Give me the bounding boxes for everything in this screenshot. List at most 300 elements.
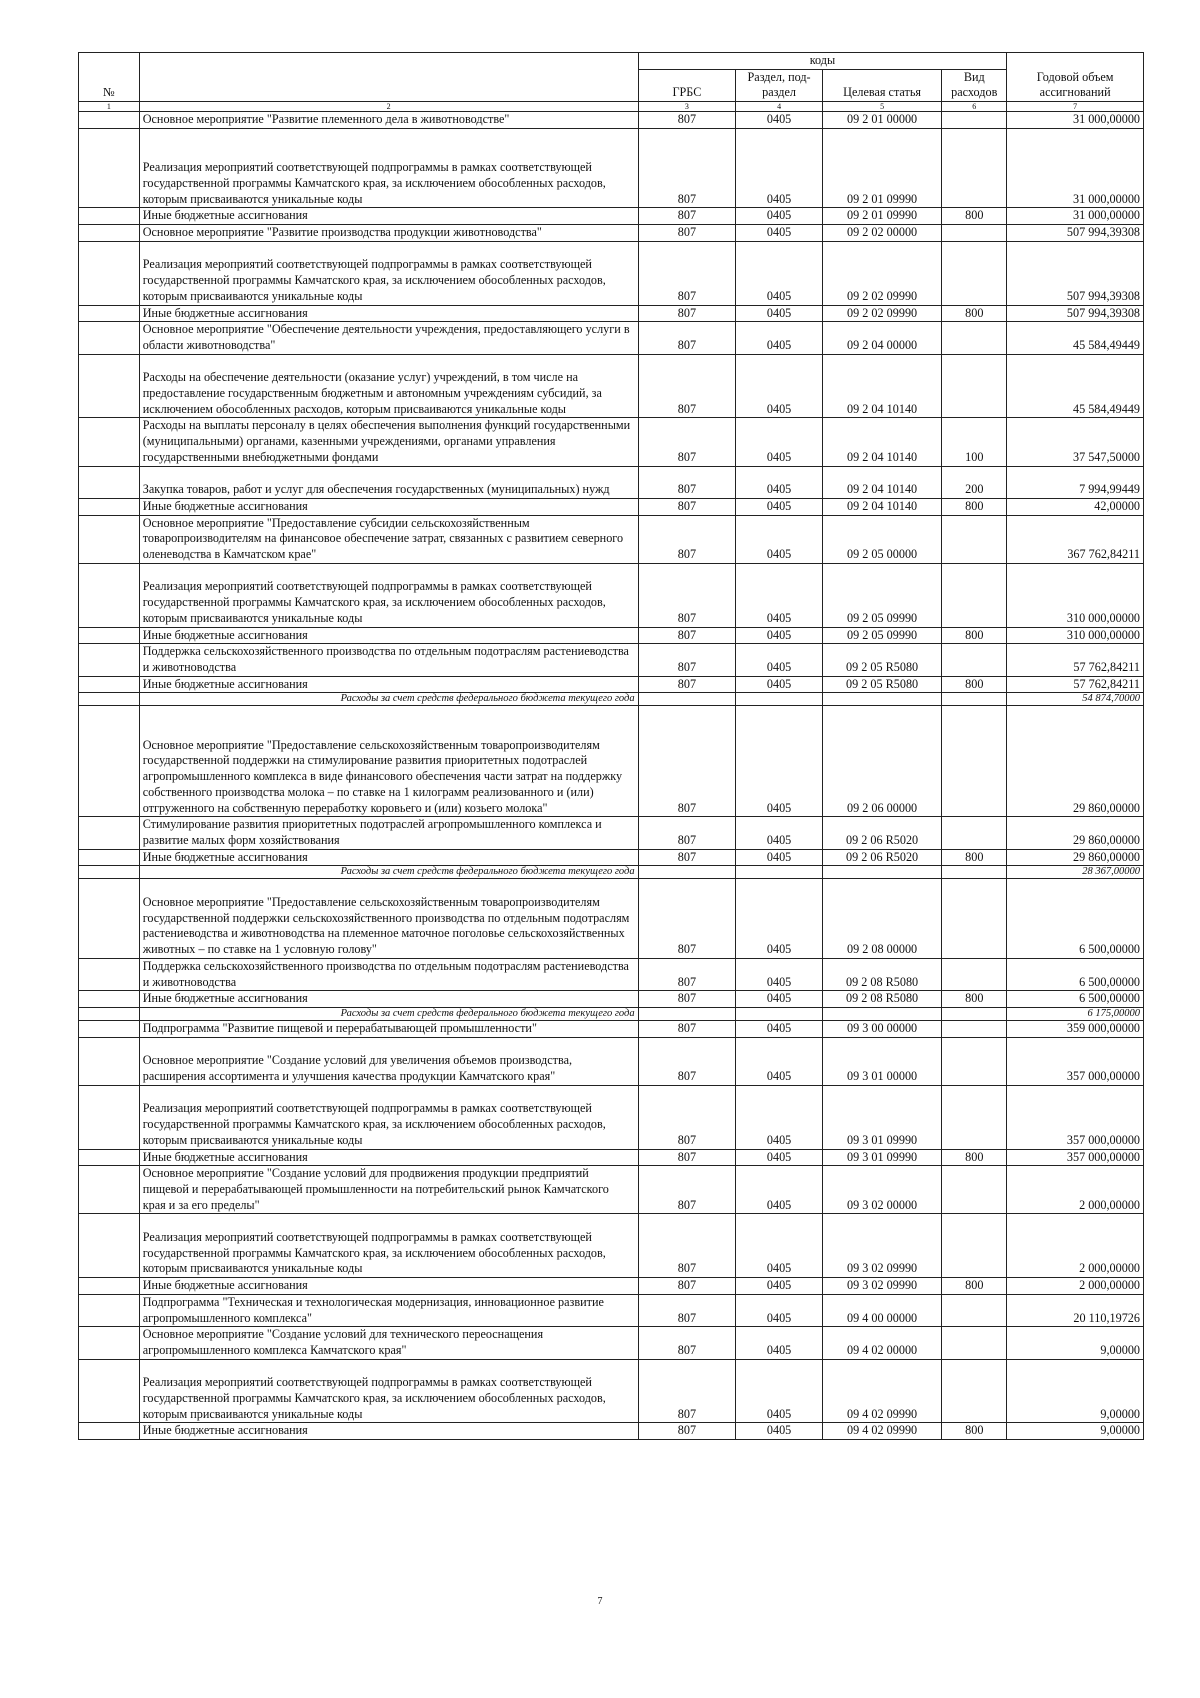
row-description: Реализация мероприятий соответствующей подпрограммы в рамках соответствующей государственной программы Камчатского края, за исключением обособленных расходов, которым присваиваются уникальные коды xyxy=(139,1214,638,1278)
row-num-cell xyxy=(79,498,140,515)
section-cell: 0405 xyxy=(736,418,823,466)
table-row xyxy=(79,644,1144,676)
table-row xyxy=(79,676,1144,693)
amount-cell: 507 994,39308 xyxy=(1007,305,1144,322)
target-cell: 09 2 08 R5080 xyxy=(822,991,941,1008)
section-cell xyxy=(736,693,823,706)
row-description: Основное мероприятие "Развитие производства продукции животноводства" xyxy=(139,225,638,242)
amount-cell: 7 994,99449 xyxy=(1007,466,1144,498)
target-cell: 09 2 05 R5080 xyxy=(822,676,941,693)
row-num-cell xyxy=(79,644,140,676)
row-description: Основное мероприятие "Обеспечение деятельности учреждения, предоставляющего услуги в области животноводства" xyxy=(139,322,638,354)
grbs-cell: 807 xyxy=(638,1278,736,1295)
section-cell: 0405 xyxy=(736,849,823,866)
grbs-cell: 807 xyxy=(638,1359,736,1423)
target-cell: 09 3 02 09990 xyxy=(822,1214,941,1278)
grbs-cell xyxy=(638,1007,736,1020)
row-num-cell xyxy=(79,817,140,849)
grbs-cell: 807 xyxy=(638,112,736,129)
target-cell: 09 2 01 09990 xyxy=(822,208,941,225)
target-cell: 09 2 02 09990 xyxy=(822,305,941,322)
col-header-grbs: ГРБС xyxy=(638,69,736,101)
table-row xyxy=(79,1278,1144,1295)
section-cell: 0405 xyxy=(736,958,823,990)
row-num-cell xyxy=(79,1085,140,1149)
target-cell: 09 4 00 00000 xyxy=(822,1294,941,1326)
row-description: Иные бюджетные ассигнования xyxy=(139,991,638,1008)
section-cell: 0405 xyxy=(736,1149,823,1166)
page-number: 7 xyxy=(597,1596,603,1607)
target-cell: 09 2 05 00000 xyxy=(822,515,941,563)
amount-cell: 45 584,49449 xyxy=(1007,322,1144,354)
row-num-cell xyxy=(79,322,140,354)
target-cell: 09 2 04 10140 xyxy=(822,466,941,498)
section-cell: 0405 xyxy=(736,1327,823,1359)
section-cell: 0405 xyxy=(736,112,823,129)
row-num-cell xyxy=(79,1020,140,1037)
row-description: Расходы на обеспечение деятельности (оказание услуг) учреждений, в том числе на предоставление государственным бюджетным и автономным учреждениям субсидий, за исключением обособленных расходов, которым присваиваются уникальные коды xyxy=(139,354,638,418)
row-description: Иные бюджетные ассигнования xyxy=(139,627,638,644)
amount-cell: 9,00000 xyxy=(1007,1423,1144,1440)
section-cell: 0405 xyxy=(736,627,823,644)
amount-cell: 20 110,19726 xyxy=(1007,1294,1144,1326)
expense-type-cell xyxy=(942,1214,1007,1278)
section-cell xyxy=(736,866,823,879)
table-row xyxy=(79,1423,1144,1440)
target-cell: 09 4 02 09990 xyxy=(822,1423,941,1440)
row-num-cell xyxy=(79,225,140,242)
table-row xyxy=(79,879,1144,959)
expense-type-cell xyxy=(942,1359,1007,1423)
col-header-num: № xyxy=(79,53,140,102)
row-num-cell xyxy=(79,208,140,225)
expense-type-cell xyxy=(942,866,1007,879)
amount-cell: 6 175,00000 xyxy=(1007,1007,1144,1020)
grbs-cell xyxy=(638,693,736,706)
amount-cell: 6 500,00000 xyxy=(1007,879,1144,959)
grbs-cell: 807 xyxy=(638,128,736,208)
row-description: Расходы за счет средств федерального бюджета текущего года xyxy=(139,1007,638,1020)
expense-type-cell xyxy=(942,879,1007,959)
col-number: 7 xyxy=(1007,102,1144,112)
expense-type-cell xyxy=(942,1020,1007,1037)
target-cell: 09 2 08 R5080 xyxy=(822,958,941,990)
row-description: Расходы за счет средств федерального бюджета текущего года xyxy=(139,693,638,706)
grbs-cell: 807 xyxy=(638,563,736,627)
expense-type-cell xyxy=(942,128,1007,208)
table-row xyxy=(79,1085,1144,1149)
expense-type-cell xyxy=(942,706,1007,817)
grbs-cell: 807 xyxy=(638,498,736,515)
expense-type-cell: 800 xyxy=(942,305,1007,322)
amount-cell: 6 500,00000 xyxy=(1007,991,1144,1008)
amount-cell: 28 367,00000 xyxy=(1007,866,1144,879)
grbs-cell: 807 xyxy=(638,225,736,242)
section-cell: 0405 xyxy=(736,1085,823,1149)
grbs-cell: 807 xyxy=(638,1020,736,1037)
table-row xyxy=(79,1214,1144,1278)
row-description: Основное мероприятие "Предоставление сельскохозяйственным товаропроизводителям государственной поддержки сельскохозяйственного производства по отдельным подотраслям растениеводства и животноводства на племенное маточное поголовье сельскохозяйственных животных – по ставке на 1 условную голову" xyxy=(139,879,638,959)
row-num-cell xyxy=(79,627,140,644)
target-cell: 09 2 01 09990 xyxy=(822,128,941,208)
row-description: Основное мероприятие "Предоставление субсидии сельскохозяйственным товаропроизводителям на финансовое обеспечение затрат, связанных с развитием северного оленеводства в Камчатском крае" xyxy=(139,515,638,563)
grbs-cell: 807 xyxy=(638,644,736,676)
amount-cell: 9,00000 xyxy=(1007,1359,1144,1423)
amount-cell: 310 000,00000 xyxy=(1007,563,1144,627)
table-row xyxy=(79,305,1144,322)
grbs-cell: 807 xyxy=(638,817,736,849)
target-cell: 09 2 04 10140 xyxy=(822,418,941,466)
amount-cell: 57 762,84211 xyxy=(1007,676,1144,693)
grbs-cell: 807 xyxy=(638,1423,736,1440)
expense-type-cell: 800 xyxy=(942,991,1007,1008)
table-row xyxy=(79,466,1144,498)
col-number: 6 xyxy=(942,102,1007,112)
table-row xyxy=(79,958,1144,990)
expense-type-cell xyxy=(942,322,1007,354)
expense-type-cell xyxy=(942,1007,1007,1020)
grbs-cell: 807 xyxy=(638,466,736,498)
grbs-cell: 807 xyxy=(638,1294,736,1326)
table-row xyxy=(79,817,1144,849)
row-num-cell xyxy=(79,418,140,466)
expense-type-cell: 800 xyxy=(942,1423,1007,1440)
amount-cell: 45 584,49449 xyxy=(1007,354,1144,418)
col-header-section: Раздел, под-раздел xyxy=(736,69,823,101)
section-cell: 0405 xyxy=(736,322,823,354)
amount-cell: 367 762,84211 xyxy=(1007,515,1144,563)
row-num-cell xyxy=(79,466,140,498)
target-cell: 09 4 02 09990 xyxy=(822,1359,941,1423)
table-row xyxy=(79,1037,1144,1085)
row-num-cell xyxy=(79,866,140,879)
row-description: Основное мероприятие "Создание условий для продвижения продукции предприятий пищевой и перерабатывающей промышленности на потребительский рынок Камчатского края и за его пределы" xyxy=(139,1166,638,1214)
expense-type-cell: 800 xyxy=(942,1149,1007,1166)
expense-type-cell: 800 xyxy=(942,208,1007,225)
section-cell: 0405 xyxy=(736,354,823,418)
expense-type-cell xyxy=(942,563,1007,627)
row-num-cell xyxy=(79,1214,140,1278)
federal-funds-row xyxy=(79,693,1144,706)
table-row xyxy=(79,1359,1144,1423)
grbs-cell: 807 xyxy=(638,706,736,817)
grbs-cell xyxy=(638,866,736,879)
table-row xyxy=(79,498,1144,515)
row-num-cell xyxy=(79,563,140,627)
row-num-cell xyxy=(79,676,140,693)
row-num-cell xyxy=(79,693,140,706)
expense-type-cell: 800 xyxy=(942,627,1007,644)
grbs-cell: 807 xyxy=(638,1037,736,1085)
table-row xyxy=(79,1294,1144,1326)
row-num-cell xyxy=(79,128,140,208)
table-row xyxy=(79,322,1144,354)
amount-cell: 2 000,00000 xyxy=(1007,1214,1144,1278)
amount-cell: 357 000,00000 xyxy=(1007,1149,1144,1166)
amount-cell: 31 000,00000 xyxy=(1007,128,1144,208)
col-number: 1 xyxy=(79,102,140,112)
amount-cell: 31 000,00000 xyxy=(1007,112,1144,129)
expense-type-cell xyxy=(942,644,1007,676)
target-cell: 09 3 01 09990 xyxy=(822,1085,941,1149)
amount-cell: 6 500,00000 xyxy=(1007,958,1144,990)
target-cell: 09 2 02 09990 xyxy=(822,241,941,305)
section-cell: 0405 xyxy=(736,563,823,627)
section-cell: 0405 xyxy=(736,706,823,817)
expense-type-cell xyxy=(942,1085,1007,1149)
row-description: Основное мероприятие "Создание условий для технического переоснащения агропромышленного комплекса Камчатского края" xyxy=(139,1327,638,1359)
row-num-cell xyxy=(79,991,140,1008)
section-cell: 0405 xyxy=(736,817,823,849)
row-description: Основное мероприятие "Предоставление сельскохозяйственным товаропроизводителям государственной поддержки на стимулирование развития приоритетных подотраслей агропромышленного комплекса в виде финансового обеспечения части затрат на поддержку собственного производства молока – по ставке на 1 килограмм реализованного и (или) отгруженного на собственную переработку коровьего и (или) козьего молока" xyxy=(139,706,638,817)
row-num-cell xyxy=(79,305,140,322)
col-number: 3 xyxy=(638,102,736,112)
row-description: Закупка товаров, работ и услуг для обеспечения государственных (муниципальных) нужд xyxy=(139,466,638,498)
federal-funds-row xyxy=(79,866,1144,879)
row-num-cell xyxy=(79,1166,140,1214)
amount-cell: 57 762,84211 xyxy=(1007,644,1144,676)
grbs-cell: 807 xyxy=(638,418,736,466)
amount-cell: 37 547,50000 xyxy=(1007,418,1144,466)
amount-cell: 29 860,00000 xyxy=(1007,817,1144,849)
row-description: Иные бюджетные ассигнования xyxy=(139,498,638,515)
expense-type-cell xyxy=(942,817,1007,849)
target-cell: 09 2 05 09990 xyxy=(822,627,941,644)
row-num-cell xyxy=(79,1149,140,1166)
section-cell: 0405 xyxy=(736,676,823,693)
row-description: Реализация мероприятий соответствующей подпрограммы в рамках соответствующей государственной программы Камчатского края, за исключением обособленных расходов, которым присваиваются уникальные коды xyxy=(139,241,638,305)
target-cell: 09 2 04 10140 xyxy=(822,498,941,515)
row-num-cell xyxy=(79,1294,140,1326)
row-num-cell xyxy=(79,1423,140,1440)
target-cell: 09 3 01 09990 xyxy=(822,1149,941,1166)
grbs-cell: 807 xyxy=(638,1085,736,1149)
expense-type-cell xyxy=(942,693,1007,706)
section-cell: 0405 xyxy=(736,515,823,563)
section-cell: 0405 xyxy=(736,644,823,676)
budget-table xyxy=(78,52,1144,1440)
expense-type-cell: 800 xyxy=(942,498,1007,515)
section-cell: 0405 xyxy=(736,1294,823,1326)
target-cell: 09 4 02 00000 xyxy=(822,1327,941,1359)
target-cell: 09 2 01 00000 xyxy=(822,112,941,129)
table-row xyxy=(79,515,1144,563)
target-cell xyxy=(822,866,941,879)
amount-cell: 2 000,00000 xyxy=(1007,1166,1144,1214)
grbs-cell: 807 xyxy=(638,627,736,644)
grbs-cell: 807 xyxy=(638,1327,736,1359)
expense-type-cell: 800 xyxy=(942,849,1007,866)
grbs-cell: 807 xyxy=(638,354,736,418)
section-cell: 0405 xyxy=(736,1423,823,1440)
row-description: Реализация мероприятий соответствующей подпрограммы в рамках соответствующей государственной программы Камчатского края, за исключением обособленных расходов, которым присваиваются уникальные коды xyxy=(139,563,638,627)
grbs-cell: 807 xyxy=(638,991,736,1008)
table-row xyxy=(79,354,1144,418)
target-cell: 09 2 05 09990 xyxy=(822,563,941,627)
row-description: Основное мероприятие "Создание условий для увеличения объемов производства, расширения ассортимента и улучшения качества продукции Камчатского края" xyxy=(139,1037,638,1085)
table-row xyxy=(79,1327,1144,1359)
row-num-cell xyxy=(79,241,140,305)
amount-cell: 42,00000 xyxy=(1007,498,1144,515)
col-number: 4 xyxy=(736,102,823,112)
amount-cell: 29 860,00000 xyxy=(1007,849,1144,866)
row-description: Иные бюджетные ассигнования xyxy=(139,305,638,322)
federal-funds-row xyxy=(79,1007,1144,1020)
grbs-cell: 807 xyxy=(638,1166,736,1214)
table-row xyxy=(79,208,1144,225)
section-cell: 0405 xyxy=(736,128,823,208)
row-description: Стимулирование развития приоритетных подотраслей агропромышленного комплекса и развитие малых форм хозяйствования xyxy=(139,817,638,849)
amount-cell: 310 000,00000 xyxy=(1007,627,1144,644)
amount-cell: 507 994,39308 xyxy=(1007,241,1144,305)
table-row xyxy=(79,225,1144,242)
expense-type-cell xyxy=(942,515,1007,563)
amount-cell: 359 000,00000 xyxy=(1007,1020,1144,1037)
target-cell: 09 3 01 00000 xyxy=(822,1037,941,1085)
section-cell xyxy=(736,1007,823,1020)
target-cell: 09 2 05 R5080 xyxy=(822,644,941,676)
grbs-cell: 807 xyxy=(638,208,736,225)
target-cell: 09 2 04 10140 xyxy=(822,354,941,418)
grbs-cell: 807 xyxy=(638,849,736,866)
col-header-expense-type: Вид расходов xyxy=(942,69,1007,101)
table-row xyxy=(79,706,1144,817)
row-num-cell xyxy=(79,1007,140,1020)
document-page xyxy=(78,52,1144,1440)
amount-cell: 54 874,70000 xyxy=(1007,693,1144,706)
row-num-cell xyxy=(79,1037,140,1085)
section-cell: 0405 xyxy=(736,1166,823,1214)
amount-cell: 357 000,00000 xyxy=(1007,1037,1144,1085)
table-row xyxy=(79,1149,1144,1166)
expense-type-cell xyxy=(942,1037,1007,1085)
amount-cell: 31 000,00000 xyxy=(1007,208,1144,225)
section-cell: 0405 xyxy=(736,498,823,515)
row-description: Реализация мероприятий соответствующей подпрограммы в рамках соответствующей государственной программы Камчатского края, за исключением обособленных расходов, которым присваиваются уникальные коды xyxy=(139,1359,638,1423)
col-header-name xyxy=(139,53,638,102)
row-description: Поддержка сельскохозяйственного производства по отдельным подотраслям растениеводства и животноводства xyxy=(139,958,638,990)
amount-cell: 2 000,00000 xyxy=(1007,1278,1144,1295)
row-num-cell xyxy=(79,879,140,959)
row-description: Иные бюджетные ассигнования xyxy=(139,1149,638,1166)
table-row xyxy=(79,849,1144,866)
target-cell: 09 3 02 00000 xyxy=(822,1166,941,1214)
grbs-cell: 807 xyxy=(638,305,736,322)
row-description: Иные бюджетные ассигнования xyxy=(139,676,638,693)
row-description: Иные бюджетные ассигнования xyxy=(139,208,638,225)
expense-type-cell xyxy=(942,112,1007,129)
row-num-cell xyxy=(79,354,140,418)
grbs-cell: 807 xyxy=(638,1214,736,1278)
section-cell: 0405 xyxy=(736,241,823,305)
target-cell xyxy=(822,693,941,706)
table-row xyxy=(79,241,1144,305)
row-num-cell xyxy=(79,1327,140,1359)
target-cell: 09 2 06 R5020 xyxy=(822,817,941,849)
expense-type-cell xyxy=(942,225,1007,242)
row-description: Иные бюджетные ассигнования xyxy=(139,1278,638,1295)
row-num-cell xyxy=(79,1278,140,1295)
amount-cell: 357 000,00000 xyxy=(1007,1085,1144,1149)
section-cell: 0405 xyxy=(736,208,823,225)
expense-type-cell xyxy=(942,958,1007,990)
table-row xyxy=(79,991,1144,1008)
row-description: Расходы на выплаты персоналу в целях обеспечения выполнения функций государственными (муниципальными) органами, казенными учреждениями, органами управления государственными внебюджетными фондами xyxy=(139,418,638,466)
section-cell: 0405 xyxy=(736,466,823,498)
grbs-cell: 807 xyxy=(638,515,736,563)
section-cell: 0405 xyxy=(736,1037,823,1085)
target-cell: 09 2 08 00000 xyxy=(822,879,941,959)
expense-type-cell: 200 xyxy=(942,466,1007,498)
section-cell: 0405 xyxy=(736,1359,823,1423)
section-cell: 0405 xyxy=(736,305,823,322)
section-cell: 0405 xyxy=(736,879,823,959)
table-row xyxy=(79,418,1144,466)
col-number: 2 xyxy=(139,102,638,112)
row-num-cell xyxy=(79,958,140,990)
table-row xyxy=(79,1166,1144,1214)
row-description: Иные бюджетные ассигнования xyxy=(139,1423,638,1440)
expense-type-cell xyxy=(942,1166,1007,1214)
col-header-target: Целевая статья xyxy=(822,69,941,101)
row-description: Подпрограмма "Развитие пищевой и перерабатывающей промышленности" xyxy=(139,1020,638,1037)
expense-type-cell: 800 xyxy=(942,1278,1007,1295)
row-num-cell xyxy=(79,706,140,817)
col-header-annual: Годовой объем ассигнований xyxy=(1007,53,1144,102)
amount-cell: 29 860,00000 xyxy=(1007,706,1144,817)
row-num-cell xyxy=(79,515,140,563)
target-cell: 09 2 04 00000 xyxy=(822,322,941,354)
col-number: 5 xyxy=(822,102,941,112)
section-cell: 0405 xyxy=(736,225,823,242)
section-cell: 0405 xyxy=(736,1020,823,1037)
amount-cell: 9,00000 xyxy=(1007,1327,1144,1359)
target-cell xyxy=(822,1007,941,1020)
table-row xyxy=(79,112,1144,129)
target-cell: 09 2 06 00000 xyxy=(822,706,941,817)
row-num-cell xyxy=(79,112,140,129)
amount-cell: 507 994,39308 xyxy=(1007,225,1144,242)
column-number-row xyxy=(79,102,1144,112)
section-cell: 0405 xyxy=(736,1214,823,1278)
table-row xyxy=(79,563,1144,627)
expense-type-cell xyxy=(942,354,1007,418)
row-num-cell xyxy=(79,1359,140,1423)
row-description: Поддержка сельскохозяйственного производства по отдельным подотраслям растениеводства и животноводства xyxy=(139,644,638,676)
row-description: Реализация мероприятий соответствующей подпрограммы в рамках соответствующей государственной программы Камчатского края, за исключением обособленных расходов, которым присваиваются уникальные коды xyxy=(139,128,638,208)
target-cell: 09 3 00 00000 xyxy=(822,1020,941,1037)
section-cell: 0405 xyxy=(736,991,823,1008)
grbs-cell: 807 xyxy=(638,676,736,693)
row-description: Основное мероприятие "Развитие племенного дела в животноводстве" xyxy=(139,112,638,129)
row-description: Подпрограмма "Техническая и технологическая модернизация, инновационное развитие агропромышленного комплекса" xyxy=(139,1294,638,1326)
row-description: Иные бюджетные ассигнования xyxy=(139,849,638,866)
table-row xyxy=(79,128,1144,208)
row-description: Расходы за счет средств федерального бюджета текущего года xyxy=(139,866,638,879)
table-body xyxy=(79,112,1144,1440)
expense-type-cell: 100 xyxy=(942,418,1007,466)
col-header-codes: коды xyxy=(638,53,1007,70)
section-cell: 0405 xyxy=(736,1278,823,1295)
expense-type-cell xyxy=(942,241,1007,305)
row-num-cell xyxy=(79,849,140,866)
expense-type-cell xyxy=(942,1327,1007,1359)
target-cell: 09 3 02 09990 xyxy=(822,1278,941,1295)
grbs-cell: 807 xyxy=(638,958,736,990)
target-cell: 09 2 02 00000 xyxy=(822,225,941,242)
expense-type-cell xyxy=(942,1294,1007,1326)
grbs-cell: 807 xyxy=(638,1149,736,1166)
